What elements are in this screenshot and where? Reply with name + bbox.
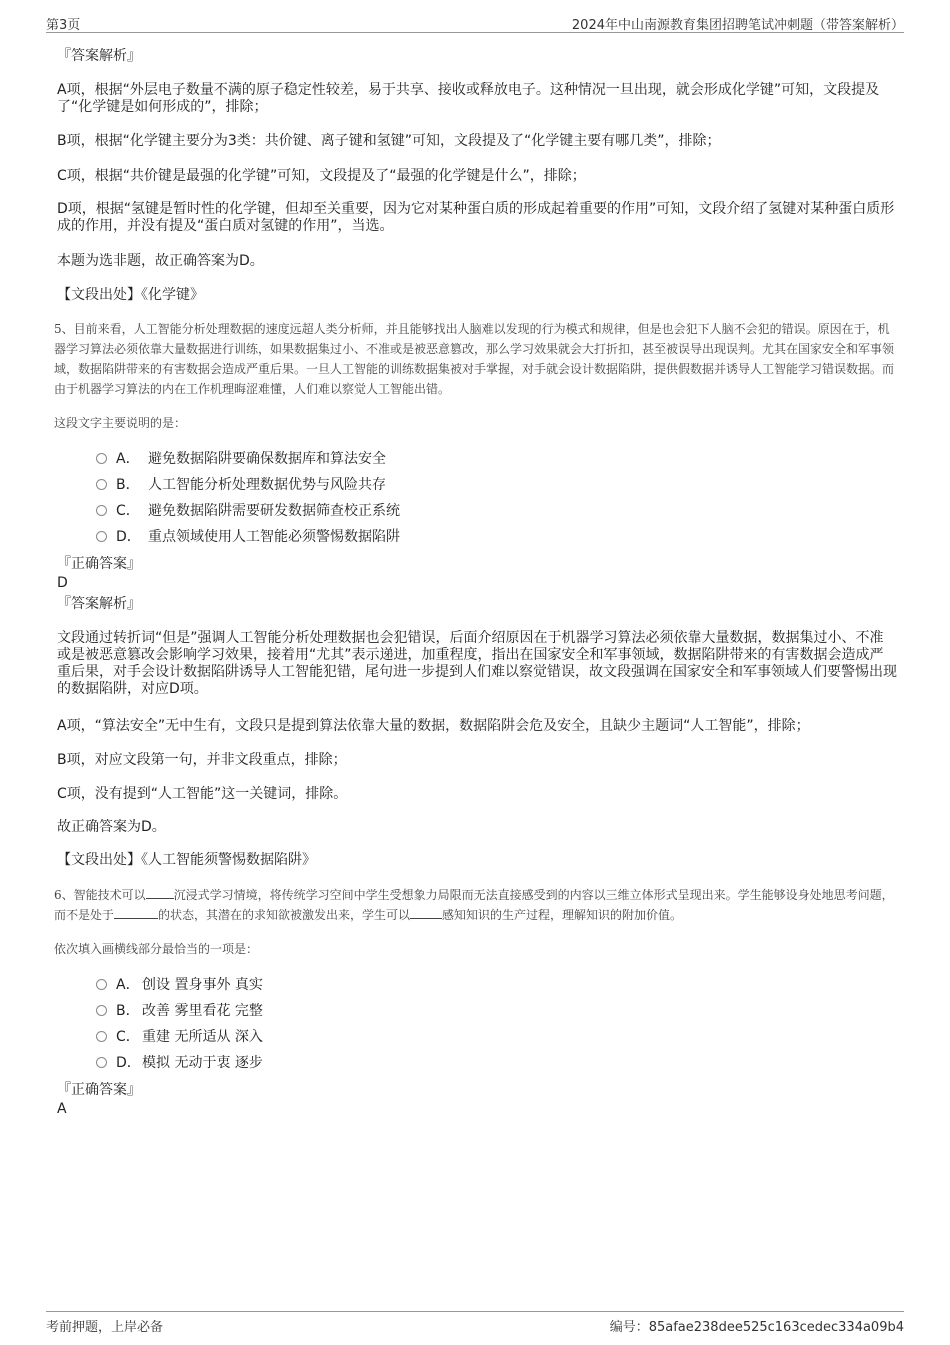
analysis-conclusion: 故正确答案为D。 <box>57 819 166 835</box>
source-reference: 【文段出处】《人工智能须警惕数据陷阱》 <box>57 852 316 868</box>
question-6-option-d[interactable] <box>96 1054 263 1072</box>
page-number: 第3页 <box>46 18 81 33</box>
passage-text: 感知知识的生产过程，理解知识的附加价值。 <box>442 908 683 922</box>
analysis-option-b: B项，对应文段第一句，并非文段重点，排除； <box>57 752 347 768</box>
question-5-option-a[interactable] <box>96 450 386 468</box>
blank-line <box>146 886 174 899</box>
question-5-passage: 5、目前来看，人工智能分析处理数据的速度远超人类分析师，并且能够找出人脑难以发现的行为模式和规律，但是也会犯下人脑不会犯的错误。原因在于，机器学习算法必须依靠大量数据进行训练，如果数据集过小、不准或是被恶意篡改，那么学习效果就会大打折扣，甚至被误导出现误判。尤其在国家安全和军事领域，数据陷阱带来的有害数据会造成严重后果。一旦人工智能的训练数据集被对手掌握，对手就会设计数据陷阱，提供假数据并诱导人工智能学习错误数据。而由于机器学习算法的内在工作机理晦涩难懂，人们难以察觉人工智能出错。 <box>54 322 895 396</box>
question-5-option-d[interactable] <box>96 528 400 546</box>
page-footer <box>46 1311 904 1336</box>
blank-line <box>114 906 158 919</box>
document-code <box>610 1316 904 1335</box>
passage-text: 的状态，其潜在的求知欲被激发出来，学生可以 <box>158 908 411 922</box>
analysis-conclusion: 本题为选非题，故正确答案为D。 <box>57 253 264 269</box>
analysis-option-c: C项，根据“共价键是最强的化学键”可知，文段提及了“最强的化学键是什么”，排除； <box>57 168 586 184</box>
blank-line <box>410 906 442 919</box>
option-letter: D． <box>116 529 141 545</box>
option-text: 改善 雾里看花 完整 <box>142 1003 263 1019</box>
analysis-option-b: B项，根据“化学键主要分为3类：共价键、离子键和氢键”可知，文段提及了“化学键主要有哪几类”，排除； <box>57 133 721 149</box>
question-6-passage <box>54 885 900 925</box>
radio-icon[interactable] <box>96 479 107 490</box>
passage-text: 6、智能技术可以 <box>54 888 146 902</box>
analysis-option-c: C项，没有提到“人工智能”这一关键词，排除。 <box>57 786 348 802</box>
question-5-analysis: 文段通过转折词“但是”强调人工智能分析处理数据也会犯错误，后面介绍原因在于机器学习算法必须依靠大量数据，数据集过小、不准或是被恶意篡改会影响学习效果，接着用“尤其”表示递进，加重程度，指出在国家安全和军事领域，数据陷阱带来的有害数据会造成严重后果，对手会设计数据陷阱诱导人工智能犯错，尾句进一步提到人们难以察觉错误，故文段强调在国家安全和军事领域人们要警惕出现的数据陷阱，对应D项。 <box>57 630 897 697</box>
question-6-option-c[interactable] <box>96 1028 263 1046</box>
correct-answer-label: 『正确答案』 <box>57 556 141 572</box>
radio-icon[interactable] <box>96 979 107 990</box>
option-letter: B． <box>116 1003 140 1019</box>
question-5-prompt: 这段文字主要说明的是： <box>54 416 187 430</box>
question-6-option-a[interactable] <box>96 976 263 994</box>
option-letter: C． <box>116 503 140 519</box>
radio-icon[interactable] <box>96 1031 107 1042</box>
correct-answer: A <box>57 1101 67 1117</box>
option-letter: A． <box>116 451 140 467</box>
question-5-option-b[interactable] <box>96 476 386 494</box>
correct-answer-label: 『正确答案』 <box>57 1082 141 1098</box>
radio-icon[interactable] <box>96 1005 107 1016</box>
source-reference: 【文段出处】《化学键》 <box>57 287 204 303</box>
option-text: 创设 置身事外 真实 <box>142 977 263 993</box>
radio-icon[interactable] <box>96 505 107 516</box>
radio-icon[interactable] <box>96 1057 107 1068</box>
option-text: 重点领域使用人工智能必须警惕数据陷阱 <box>148 529 400 545</box>
analysis-label: 『答案解析』 <box>57 596 141 612</box>
passage-text: 沉浸式学习情境，将传统学习空间中学生受想象力局限而无法直接感受到的内容以三维立体形式呈现出来。学生能够设身处地思考问题，而不是处于 <box>54 888 894 922</box>
question-5-option-c[interactable] <box>96 502 400 520</box>
option-letter: C． <box>116 1029 140 1045</box>
analysis-option-a: A项，“算法安全”无中生有，文段只是提到算法依靠大量的数据，数据陷阱会危及安全，且缺少主题词“人工智能”，排除； <box>57 718 810 734</box>
analysis-option-d: D项，根据“氢键是暂时性的化学键，但却至关重要，因为它对某种蛋白质的形成起着重要的作用”可知，文段介绍了氢键对某种蛋白质形成的作用，并没有提及“蛋白质对氢键的作用”，当选。 <box>57 201 895 234</box>
option-text: 重建 无所适从 深入 <box>142 1029 263 1045</box>
analysis-label: 『答案解析』 <box>57 48 141 64</box>
radio-icon[interactable] <box>96 453 107 464</box>
analysis-option-a: A项，根据“外层电子数量不满的原子稳定性较差，易于共享、接收或释放电子。这种情况一旦出现，就会形成化学键”可知，文段提及了“化学键是如何形成的”，排除； <box>57 82 880 115</box>
option-letter: A． <box>116 977 140 993</box>
footer-slogan: 考前押题，上岸必备 <box>46 1320 164 1335</box>
question-6-prompt: 依次填入画横线部分最恰当的一项是： <box>54 942 259 956</box>
page-header <box>46 12 904 33</box>
option-letter: B． <box>116 477 140 493</box>
option-text: 避免数据陷阱需要研发数据筛查校正系统 <box>148 503 400 519</box>
document-title: 2024年中山南源教育集团招聘笔试冲刺题（带答案解析） <box>571 18 904 33</box>
option-text: 模拟 无动于衷 逐步 <box>142 1055 263 1071</box>
correct-answer: D <box>57 575 68 591</box>
option-text: 避免数据陷阱要确保数据库和算法安全 <box>148 451 386 467</box>
option-letter: D． <box>116 1055 141 1071</box>
option-text: 人工智能分析处理数据优势与风险共存 <box>148 477 386 493</box>
question-6-option-b[interactable] <box>96 1002 263 1020</box>
radio-icon[interactable] <box>96 531 107 542</box>
code-label: 编号： <box>609 1320 649 1335</box>
code-value: 85afae238dee525c163cedec334a09b4 <box>648 1320 904 1335</box>
